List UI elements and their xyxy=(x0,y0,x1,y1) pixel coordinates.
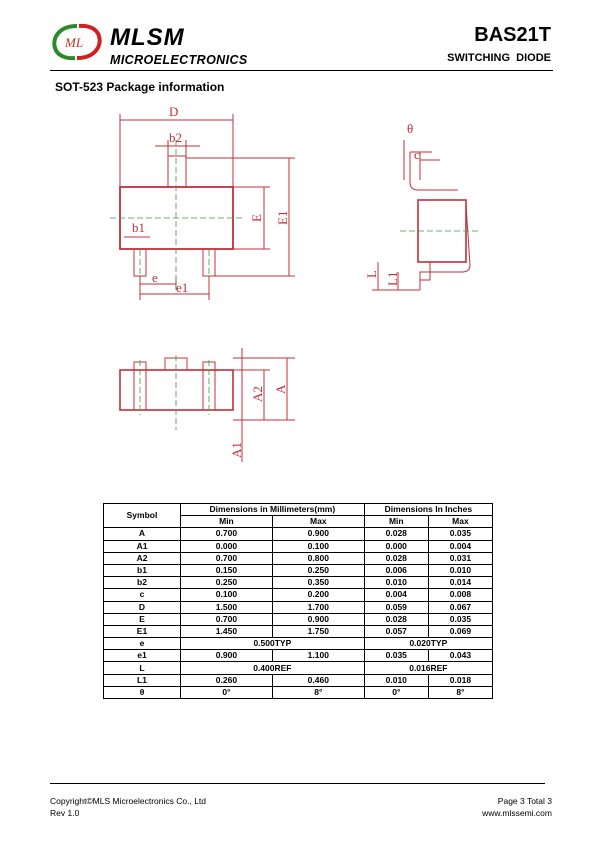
mm-min-header: Min xyxy=(181,516,273,528)
table-row xyxy=(104,686,493,698)
value-cell: 8° xyxy=(272,686,364,698)
value-cell: 0.018 xyxy=(428,674,492,686)
label-e: e xyxy=(152,270,158,285)
symbol-cell: D xyxy=(104,601,181,613)
value-cell: 0.059 xyxy=(364,601,428,613)
label-c: c xyxy=(414,147,420,162)
label-e1: e1 xyxy=(176,280,189,295)
table-row xyxy=(104,589,493,601)
label-A2: A2 xyxy=(250,386,265,402)
label-b2: b2 xyxy=(169,130,182,145)
value-cell: 0.028 xyxy=(364,528,428,540)
value-cell: 0.043 xyxy=(428,650,492,662)
table-row xyxy=(104,625,493,637)
dimensions-table xyxy=(103,503,493,699)
value-cell: 1.700 xyxy=(272,601,364,613)
label-theta: θ xyxy=(407,121,414,136)
value-cell: 0.460 xyxy=(272,674,364,686)
table-row xyxy=(104,650,493,662)
symbol-cell: e1 xyxy=(104,650,181,662)
value-cell: 0.900 xyxy=(272,528,364,540)
inch-header: Dimensions In Inches xyxy=(364,504,492,516)
footer-copyright: Copyright©MLS Microelectronics Co., Ltd xyxy=(50,796,207,806)
value-cell: 0.004 xyxy=(428,540,492,552)
value-cell: 0.250 xyxy=(272,564,364,576)
symbol-cell: A1 xyxy=(104,540,181,552)
value-cell: 0.350 xyxy=(272,577,364,589)
value-cell: 0.067 xyxy=(428,601,492,613)
symbol-cell: L1 xyxy=(104,674,181,686)
value-cell: 0.700 xyxy=(181,613,273,625)
value-cell: 0.100 xyxy=(272,540,364,552)
value-cell: 0.900 xyxy=(272,613,364,625)
part-description: SWITCHING DIODE xyxy=(447,52,551,64)
value-cell: 8° xyxy=(428,686,492,698)
value-cell: 0.031 xyxy=(428,552,492,564)
side-view-lead-bottom xyxy=(420,205,470,290)
symbol-cell: e xyxy=(104,638,181,650)
symbol-cell: A xyxy=(104,528,181,540)
value-cell: 0.014 xyxy=(428,577,492,589)
front-view-body xyxy=(120,370,233,410)
label-b1: b1 xyxy=(132,220,145,235)
label-A: A xyxy=(273,384,288,394)
symbol-cell: c xyxy=(104,589,181,601)
label-E1: E1 xyxy=(275,210,290,225)
in-min-header: Min xyxy=(364,516,428,528)
value-cell: 0.008 xyxy=(428,589,492,601)
table-row xyxy=(104,662,493,674)
footer-revision: Rev 1.0 xyxy=(50,808,80,818)
footer-divider xyxy=(50,783,545,784)
table-row xyxy=(104,577,493,589)
value-cell: 0.020TYP xyxy=(364,638,492,650)
value-cell: 1.750 xyxy=(272,625,364,637)
value-cell: 0.028 xyxy=(364,613,428,625)
table-row xyxy=(104,613,493,625)
value-cell: 1.450 xyxy=(181,625,273,637)
value-cell: 0.400REF xyxy=(181,662,365,674)
symbol-header: Symbol xyxy=(104,504,181,528)
brand-name: MLSM xyxy=(110,24,185,51)
value-cell: 0.900 xyxy=(181,650,273,662)
value-cell: 0.057 xyxy=(364,625,428,637)
value-cell: 0.035 xyxy=(364,650,428,662)
table-header-row xyxy=(104,504,493,516)
table-row xyxy=(104,601,493,613)
footer-website[interactable]: www.mlssemi.com xyxy=(482,808,552,818)
value-cell: 0.500TYP xyxy=(181,638,365,650)
table-row xyxy=(104,552,493,564)
brand-subtitle: MICROELECTRONICS xyxy=(110,53,248,67)
mm-header: Dimensions in Millimeters(mm) xyxy=(181,504,365,516)
value-cell: 0.260 xyxy=(181,674,273,686)
value-cell: 0.035 xyxy=(428,528,492,540)
value-cell: 0.700 xyxy=(181,528,273,540)
value-cell: 0.069 xyxy=(428,625,492,637)
value-cell: 0° xyxy=(181,686,273,698)
value-cell: 0.035 xyxy=(428,613,492,625)
logo-letters: ML xyxy=(65,35,84,50)
symbol-cell: E1 xyxy=(104,625,181,637)
value-cell: 0.800 xyxy=(272,552,364,564)
value-cell: 0.250 xyxy=(181,577,273,589)
value-cell: 0.150 xyxy=(181,564,273,576)
symbol-cell: A2 xyxy=(104,552,181,564)
symbol-cell: b1 xyxy=(104,564,181,576)
table-row xyxy=(104,540,493,552)
value-cell: 0.010 xyxy=(364,577,428,589)
value-cell: 0.006 xyxy=(364,564,428,576)
top-view-lead-b2 xyxy=(168,156,186,187)
label-A1: A1 xyxy=(229,442,244,458)
value-cell: 0.000 xyxy=(181,540,273,552)
value-cell: 0.100 xyxy=(181,589,273,601)
value-cell: 0.000 xyxy=(364,540,428,552)
label-L: L xyxy=(364,270,379,278)
table-row xyxy=(104,674,493,686)
value-cell: 0.028 xyxy=(364,552,428,564)
in-max-header: Max xyxy=(428,516,492,528)
value-cell: 0.004 xyxy=(364,589,428,601)
label-E: E xyxy=(249,214,264,222)
value-cell: 0° xyxy=(364,686,428,698)
symbol-cell: L xyxy=(104,662,181,674)
label-D: D xyxy=(169,104,179,119)
value-cell: 0.010 xyxy=(428,564,492,576)
value-cell: 0.016REF xyxy=(364,662,492,674)
footer-page: Page 3 Total 3 xyxy=(497,796,552,806)
table-row xyxy=(104,528,493,540)
value-cell: 0.010 xyxy=(364,674,428,686)
symbol-cell: b2 xyxy=(104,577,181,589)
table-row xyxy=(104,638,493,650)
value-cell: 0.700 xyxy=(181,552,273,564)
value-cell: 1.500 xyxy=(181,601,273,613)
value-cell: 0.200 xyxy=(272,589,364,601)
symbol-cell: E xyxy=(104,613,181,625)
section-title: SOT-523 Package information xyxy=(55,80,225,94)
label-L1: L1 xyxy=(385,271,400,286)
part-number: BAS21T xyxy=(474,24,551,46)
value-cell: 1.100 xyxy=(272,650,364,662)
table-row xyxy=(104,564,493,576)
mm-max-header: Max xyxy=(272,516,364,528)
symbol-cell: θ xyxy=(104,686,181,698)
